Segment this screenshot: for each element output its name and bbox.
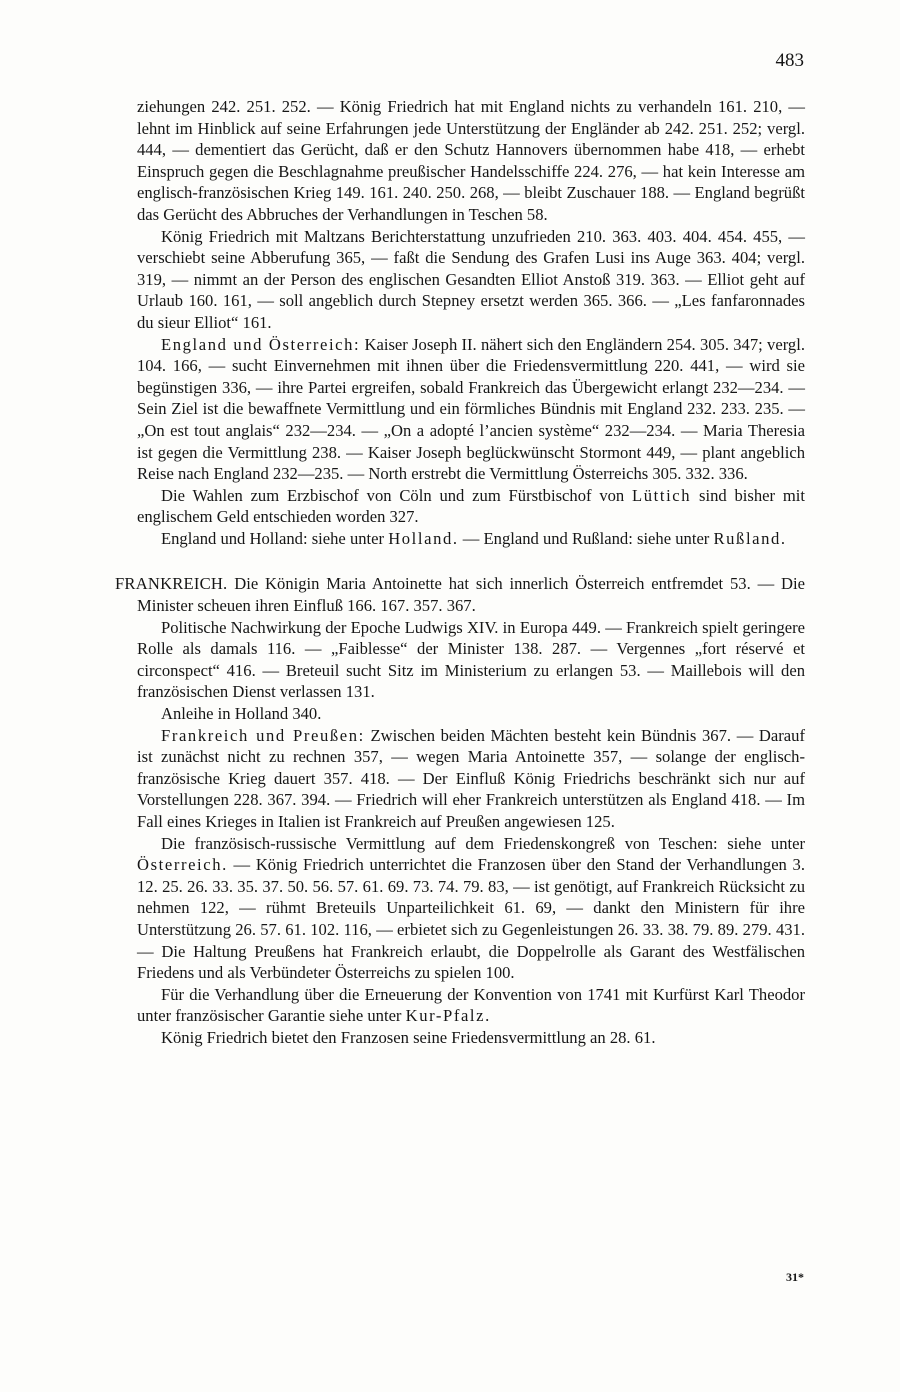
spaced-keyword: Frankreich und Preußen: (161, 725, 365, 745)
spaced-keyword: Kur-Pfalz. (405, 1006, 491, 1026)
paragraph: England und Holland: siehe unter Holland. — England und Rußland: siehe unter Rußland. (161, 528, 787, 548)
paragraph: England und Österreich: Kaiser Joseph II. nähert sich den Engländern 254. 305. 347; vergl. 104. 166, — sucht Einvernehmen mit ihnen über die Friedensvermittlung 220. 441, — wird sie begünstigen 336, — ihre Partei ergreifen, sobald Frankreich das Übergewicht erlangt 232—234. — Sein Ziel ist die bewaffnete Vermittlung und ein förmliches Bündnis mit England 232. 233. 235. — „On est tout anglais“ 232—234. — „On a adopté l’ancien système“ 232—234. — Maria Theresia ist gegen die Vermittlung 238. — Kaiser Joseph beglückwünscht Stormont 449, — plant angeblich Reise nach England 232—235. — North erstrebt die Vermittlung Österreichs 305. 332. 336. (137, 334, 805, 484)
paragraph: Die französisch-russische Vermittlung auf dem Friedenskongreß von Teschen: siehe unter Österreich. — König Friedrich unterrichtet die Franzosen über den Stand der Verhandlungen 3. 12. 25. 26. 33. 35. 37. 50. 56. 57. 61. 69. 73. 74. 79. 83, — ist genötigt, auf Frankreich Rücksicht zu nehmen 122, — rühmt Breteuils Unparteilichkeit 61. 69, — dankt den Ministern für ihre Unterstützung 26. 57. 61. 102. 116, — erbietet sich zu Gegenleistungen 26. 33. 38. 79. 89. 279. 431. — Die Haltung Preußens hat Frankreich erlaubt, die Doppelrolle als Garant des Westfälischen Friedens und als Verbündeter Österreichs zu spielen 100. (137, 833, 805, 983)
page-number: 483 (775, 50, 804, 71)
spaced-keyword: Holland. (388, 528, 459, 548)
section-lead: FRANKREICH. Die Königin Maria Antoinette hat sich innerlich Österreich entfremdet 53. — Die Minister scheuen ihren Einfluß 166. 167. 357. 367. (115, 574, 805, 616)
spaced-keyword: England und Österreich: (161, 334, 361, 354)
spaced-keyword: Rußland. (713, 528, 787, 548)
section-gap (137, 549, 805, 573)
paragraph: König Friedrich mit Maltzans Berichterstattung unzufrieden 210. 363. 403. 404. 454. 455, — verschiebt seine Abberufung 365, — faßt die Sendung des Grafen Lusi ins Auge 363. 404; vergl. 319, — nimmt an der Person des englischen Gesandten Elliot Anstoß 319. 363. — Elliot geht auf Urlaub 160. 161, — soll angeblich durch Stepney ersetzt werden 365. 366. — „Les fanfaronnades du sieur Elliot“ 161. (137, 226, 805, 332)
paragraph: Die Wahlen zum Erzbischof von Cöln und zum Fürstbischof von Lüttich sind bisher mit englischem Geld entschieden worden 327. (137, 485, 805, 527)
body-text (115, 96, 805, 1049)
signature-mark: 31* (786, 1270, 804, 1284)
paragraph: ziehungen 242. 251. 252. — König Friedrich hat mit England nichts zu verhandeln 161. 210, — lehnt im Hinblick auf seine Erfahrungen jede Unterstützung der Engländer ab 242. 251. 252; vergl. 444, — dementiert das Gerücht, daß er den Schutz Hannovers übernommen habe 418, — erhebt Einspruch gegen die Beschlagnahme preußischer Handelsschiffe 224. 276, — hat kein Interesse am englisch-französischen Krieg 149. 161. 240. 250. 268, — bleibt Zuschauer 188. — England begrüßt das Gerücht des Abbruches der Verhandlungen in Teschen 58. (137, 97, 805, 224)
section-frankreich (115, 573, 805, 1048)
paragraph: Für die Verhandlung über die Erneuerung der Konvention von 1741 mit Kurfürst Karl Theodor unter französischer Garantie siehe unter Kur-Pfalz. (137, 984, 805, 1026)
spaced-keyword: Lüttich (632, 485, 692, 505)
paragraph: König Friedrich bietet den Franzosen seine Friedensvermittlung an 28. 61. (161, 1027, 656, 1047)
paragraph: Anleihe in Holland 340. (161, 704, 322, 724)
spaced-keyword: Österreich. (137, 855, 228, 875)
section-heading: FRANKREICH. (115, 574, 228, 594)
paragraph: Politische Nachwirkung der Epoche Ludwigs XIV. in Europa 449. — Frankreich spielt geringere Rolle als damals 116. — „Faiblesse“ der Minister 138. 287. — Vergennes „fort réservé et circonspect“ 416. — Breteuil sucht Sitz im Ministerium zu erlangen 53. — Maillebois will den französischen Dienst verlassen 131. (137, 617, 805, 702)
paragraph: Frankreich und Preußen: Zwischen beiden Mächten besteht kein Bündnis 367. — Darauf ist zunächst nicht zu rechnen 357, — wegen Maria Antoinette 357, — solange der englisch-französische Krieg dauert 357. 418. — Der Einfluß König Friedrichs beschränkt sich nur auf Vorstellungen 228. 367. 394. — Friedrich will eher Frankreich unterstützen als England 418. — Im Fall eines Krieges in Italien ist Frankreich auf Preußen angewiesen 125. (137, 725, 805, 831)
